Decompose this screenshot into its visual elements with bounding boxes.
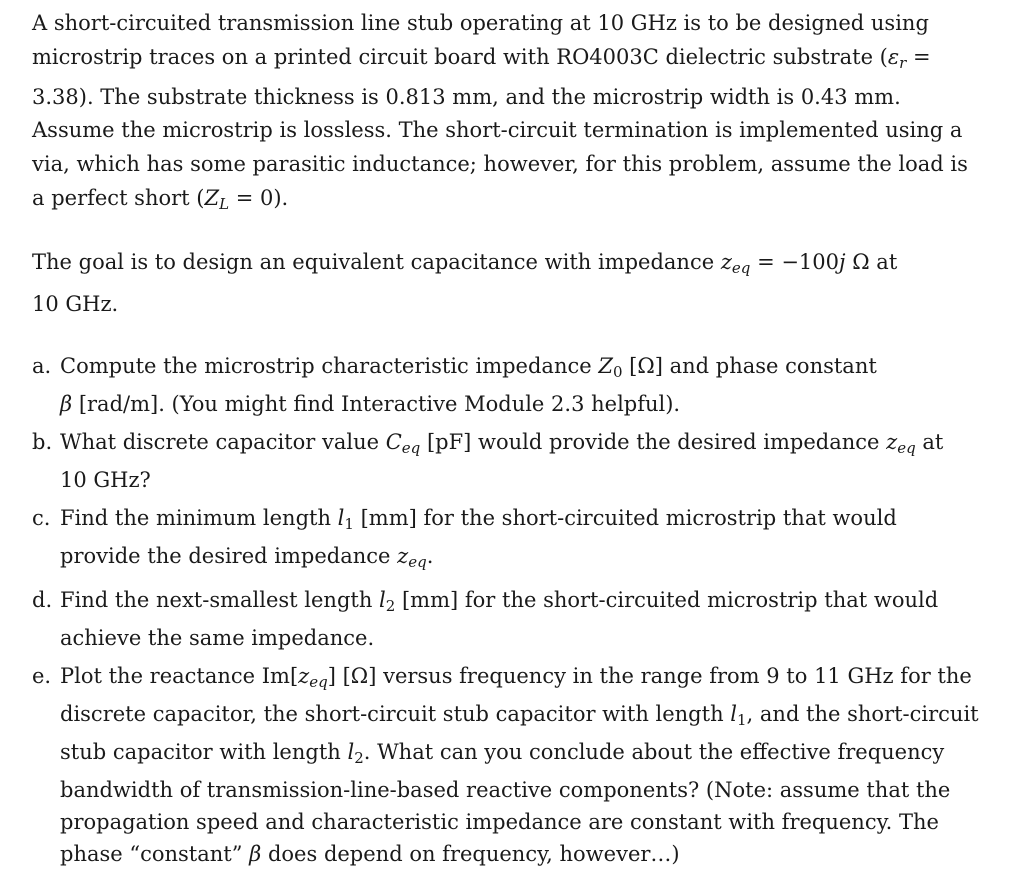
load-impedance-symbol: Z: [204, 185, 220, 210]
question-e-text-5: stub capacitor with length: [60, 740, 348, 764]
question-b-text-2: [pF] would provide the desired impedance: [420, 430, 887, 454]
l2-subscript: 2: [354, 749, 364, 767]
problem-intro: [32, 7, 992, 222]
intro-line-2-equals: =: [906, 44, 931, 69]
l1-symbol: l: [337, 506, 345, 530]
question-c-line-2: [60, 540, 992, 578]
load-impedance-subscript: L: [219, 194, 230, 213]
intro-line-1: A short-circuited transmission line stub operating at 10 GHz is to be designed using: [32, 11, 929, 35]
question-label: d.: [32, 588, 53, 612]
intro-line-5: via, which has some parasitic inductance; however, for this problem, assume the load is: [32, 152, 968, 177]
z0-symbol: Z: [598, 354, 613, 378]
zeq-symbol: z: [298, 664, 310, 688]
goal-line-1-end: Ω at: [845, 250, 898, 274]
zeq-subscript: eq: [731, 259, 751, 277]
question-e-line-1: [60, 660, 992, 698]
question-e-line-5: propagation speed and characteristic impedance are constant with frequency. The: [60, 810, 939, 834]
question-e-line-3: [60, 736, 992, 774]
zeq-subscript: eq: [309, 673, 328, 691]
question-a-text: Compute the microstrip characteristic impedance: [60, 354, 599, 378]
intro-line-6-end: = 0).: [229, 185, 289, 210]
question-b: [32, 426, 992, 496]
question-c-line-1: [60, 502, 992, 540]
question-b-text-3: at: [915, 430, 944, 454]
question-e-text: Plot the reactance Im[: [60, 664, 299, 688]
question-e: [32, 660, 992, 870]
zeq-subscript: eq: [408, 553, 427, 571]
zeq-subscript: eq: [897, 439, 916, 457]
question-d-text: Find the next-smallest length: [60, 588, 380, 612]
intro-line-2-text: microstrip traces on a printed circuit board with RO4003C dielectric substrate (: [32, 44, 888, 69]
question-d-line-2: achieve the same impedance.: [60, 626, 375, 650]
question-d-line-1: [60, 584, 992, 622]
question-label: c.: [32, 506, 51, 530]
imaginary-j-symbol: j: [839, 250, 846, 274]
question-c-period: .: [426, 544, 434, 568]
l2-subscript: 2: [385, 597, 396, 615]
intro-line-6: [32, 182, 992, 222]
question-e-text-3: discrete capacitor, the short-circuit stub capacitor with length: [60, 702, 731, 726]
question-d: [32, 584, 992, 654]
l1-subscript: 1: [344, 515, 354, 533]
question-b-line-1: [60, 426, 992, 464]
beta-symbol: β: [60, 392, 73, 416]
question-e-text-2: ] [Ω] versus frequency in the range from 9 to 11 GHz for the: [327, 664, 972, 688]
intro-line-6-text: a perfect short (: [32, 185, 205, 210]
l1-symbol: l: [730, 702, 737, 726]
zeq-symbol: z: [397, 544, 409, 568]
question-c: [32, 502, 992, 578]
zeq-symbol: z: [720, 250, 732, 274]
question-a-text-2: [Ω] and phase constant: [622, 354, 877, 378]
epsilon-symbol: ε: [887, 44, 900, 69]
l2-symbol: l: [379, 588, 386, 612]
question-b-text: What discrete capacitor value: [60, 430, 386, 454]
goal-equals: = −100: [750, 250, 840, 274]
question-b-line-2: 10 GHz?: [60, 468, 151, 492]
question-e-text-7: phase “constant”: [60, 842, 250, 866]
question-e-text-6: . What can you conclude about the effective frequency: [363, 740, 945, 764]
epsilon-subscript: r: [899, 53, 907, 72]
question-c-text-2: [mm] for the short-circuited microstrip that would: [353, 506, 897, 530]
l1-subscript: 1: [737, 711, 747, 729]
goal-line-1: [32, 244, 992, 286]
beta-symbol: β: [249, 842, 262, 866]
question-d-text-2: [mm] for the short-circuited microstrip that would: [395, 588, 939, 612]
question-e-line-6: [60, 838, 992, 870]
question-a-text-3: [rad/m]. (You might find Interactive Module 2.3 helpful).: [72, 392, 681, 416]
question-e-line-2: [60, 698, 992, 736]
l2-symbol: l: [347, 740, 355, 764]
ceq-symbol: C: [385, 430, 402, 454]
question-list: [32, 350, 992, 870]
question-label: e.: [32, 664, 52, 688]
intro-line-2: [32, 41, 992, 81]
intro-line-3: 3.38). The substrate thickness is 0.813 mm, and the microstrip width is 0.43 mm.: [32, 84, 901, 109]
question-label: b.: [32, 430, 53, 454]
question-label: a.: [32, 354, 52, 378]
question-a: [32, 350, 992, 420]
goal-line-2: 10 GHz.: [32, 292, 119, 316]
question-a-line-1: [60, 350, 992, 388]
design-goal: [32, 244, 992, 322]
question-e-text-4: , and the short-circuit: [746, 702, 979, 726]
question-a-line-2: [60, 388, 992, 420]
zeq-symbol: z: [886, 430, 898, 454]
question-e-line-4: bandwidth of transmission-line-based reactive components? (Note: assume that the: [60, 778, 951, 802]
goal-line-1-text: The goal is to design an equivalent capacitance with impedance: [32, 250, 721, 274]
intro-line-4: Assume the microstrip is lossless. The short-circuit termination is implemented using a: [32, 118, 963, 143]
question-c-text: Find the minimum length: [60, 506, 338, 530]
z0-subscript: 0: [612, 363, 623, 381]
ceq-subscript: eq: [401, 439, 421, 457]
question-c-text-3: provide the desired impedance: [60, 544, 398, 568]
question-e-text-8: does depend on frequency, however…): [261, 842, 680, 866]
